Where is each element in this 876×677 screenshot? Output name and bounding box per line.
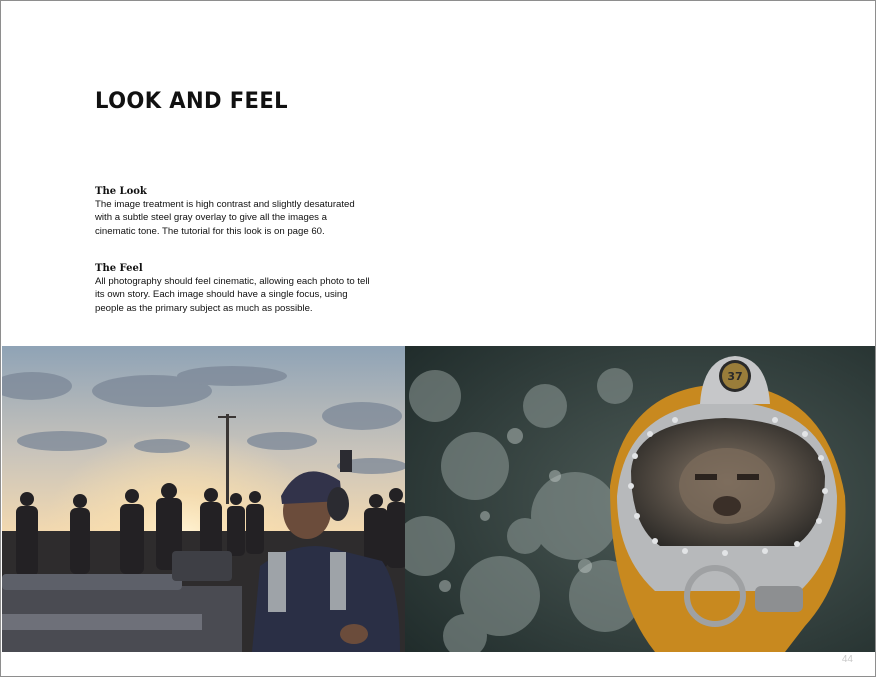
page-title: LOOK AND FEEL [95, 89, 288, 114]
diver-photo [405, 346, 875, 652]
diver-image [405, 346, 875, 652]
section-body: All photography should feel cinematic, allowing each photo to tell its own story. Each image should have a single focus, using people as the primary subject as much as possible. [95, 276, 370, 314]
page-number: 44 [841, 654, 853, 665]
section-the-look [95, 185, 370, 238]
helmet-number: 37 [727, 370, 743, 383]
section-the-feel [95, 262, 370, 315]
flight-deck-image [2, 346, 405, 652]
section-heading: The Feel [95, 263, 143, 274]
flight-deck-photo [2, 346, 405, 652]
section-body: The image treatment is high contrast and slightly desaturated with a subtle steel gray overlay to give all the images a cinematic tone. The tutorial for this look is on page 60. [95, 199, 355, 237]
section-heading: The Look [95, 186, 147, 197]
